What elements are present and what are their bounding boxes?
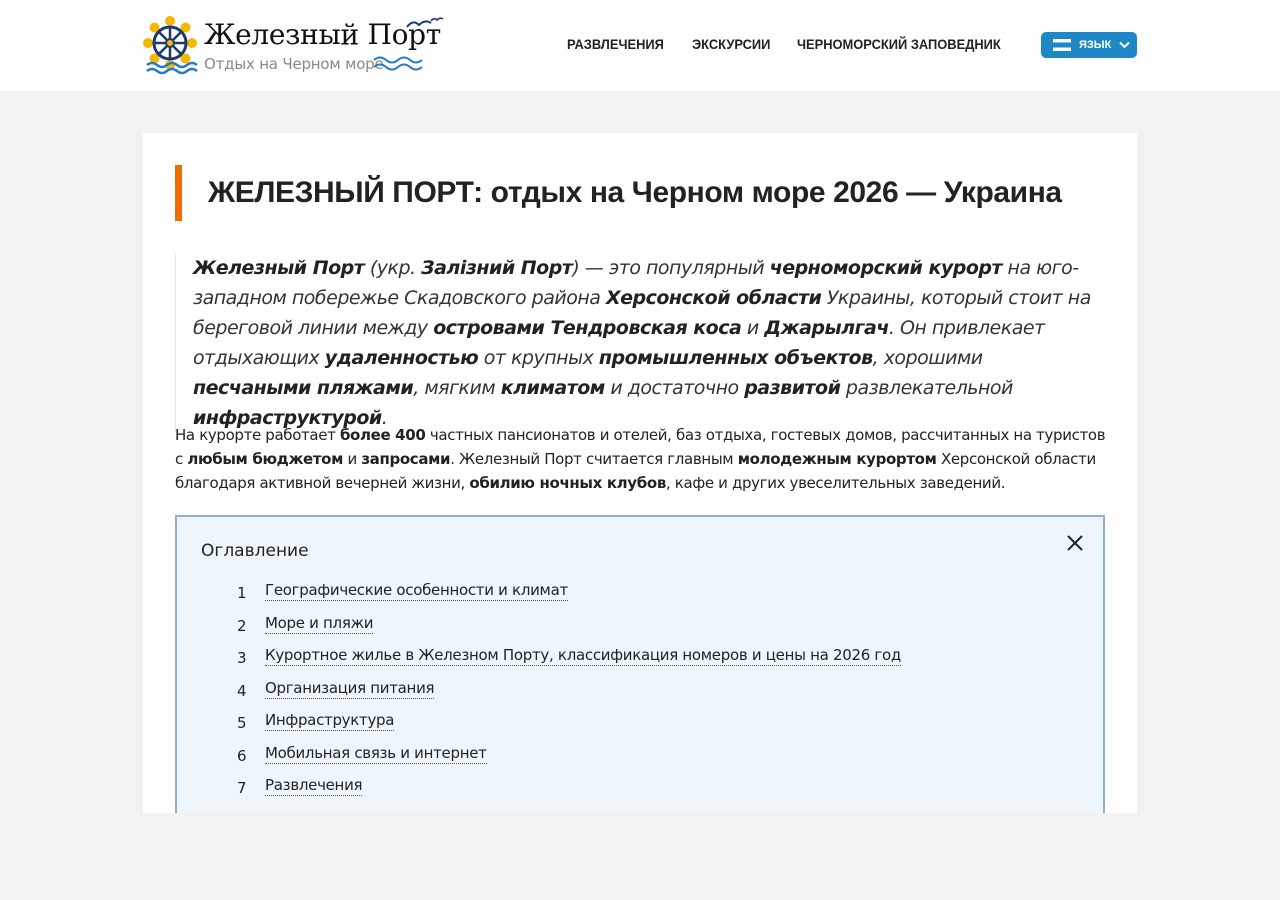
bold-text: инфраструктурой bbox=[193, 407, 382, 429]
bold-text: Залізний Порт bbox=[421, 257, 573, 279]
article-card bbox=[143, 133, 1137, 813]
text-segment: На курорте работает bbox=[175, 426, 340, 444]
text-segment: и достаточно bbox=[604, 377, 745, 399]
toc-item bbox=[237, 776, 901, 809]
toc-item-number: 5 bbox=[237, 714, 247, 732]
bold-text: удаленностью bbox=[324, 347, 479, 369]
text-segment: , хорошими bbox=[872, 347, 983, 369]
close-icon[interactable] bbox=[1063, 531, 1087, 555]
toc-item bbox=[237, 646, 901, 679]
intro-quote bbox=[175, 253, 1105, 433]
site-logo[interactable] bbox=[143, 15, 443, 75]
nav-item-excursions[interactable]: ЭКСКУРСИИ bbox=[692, 36, 771, 52]
chevron-down-icon bbox=[1119, 41, 1130, 49]
bold-text: более 400 bbox=[339, 426, 426, 444]
bold-text: развитой bbox=[744, 377, 841, 399]
toc-item-link[interactable]: Море и пляжи bbox=[265, 613, 374, 632]
site-header bbox=[0, 0, 1280, 91]
bold-text: черноморский курорт bbox=[769, 257, 1002, 279]
toc-item-link[interactable]: Развлечения bbox=[265, 776, 363, 794]
bold-text: песчаными пляжами bbox=[193, 377, 414, 399]
toc-item bbox=[237, 679, 901, 712]
toc-item bbox=[237, 744, 901, 777]
toc-item-link[interactable]: Географические особенности и климат bbox=[265, 581, 568, 599]
flag-icon bbox=[1053, 39, 1071, 51]
text-segment: . Он привлекает отдыхающих bbox=[193, 317, 1045, 369]
toc-item-link[interactable]: Инфраструктура bbox=[265, 711, 395, 729]
toc-item-link[interactable]: Курортное жилье в Железном Порту, классификация номеров и цены на 2026 год bbox=[265, 646, 901, 664]
toc-item-number: 4 bbox=[237, 681, 247, 700]
nav-item-entertainment[interactable]: РАЗВЛЕЧЕНИЯ bbox=[566, 36, 664, 52]
bold-text: Железный Порт bbox=[193, 257, 365, 279]
ship-wheel-icon bbox=[143, 15, 199, 75]
text-segment: , мягким bbox=[413, 377, 501, 399]
toc-item-link[interactable]: Организация питания bbox=[265, 678, 435, 697]
bold-text: Джарылгач bbox=[764, 317, 889, 339]
text-segment: частных пансионатов и отелей, баз отдыха, гостевых домов, рассчитанных на туристов с bbox=[175, 426, 1106, 468]
text-segment: Херсонской области благодаря активной вечерней жизни, bbox=[175, 450, 1096, 492]
waves-icon bbox=[372, 55, 426, 73]
text-segment: и bbox=[343, 450, 362, 468]
text-segment: Украины, который стоит на береговой линии между bbox=[193, 287, 1091, 339]
bold-text: промышленных объектов bbox=[598, 347, 873, 369]
toc-item-number: 3 bbox=[237, 649, 247, 667]
text-segment: . Железный Порт считается главным bbox=[450, 450, 738, 468]
bold-text: климатом bbox=[500, 377, 605, 399]
toc-title: Оглавление bbox=[201, 541, 309, 561]
page-title: ЖЕЛЕЗНЫЙ ПОРТ: отдых на Черном море 2026 — Украина bbox=[208, 176, 1062, 209]
logo-title: Железный Порт bbox=[204, 18, 441, 51]
text-segment: от крупных bbox=[478, 347, 599, 369]
bold-text: островами Тендровская коса bbox=[433, 317, 742, 339]
seagulls-icon bbox=[405, 15, 445, 35]
toc-list bbox=[237, 581, 901, 809]
bold-text: запросами bbox=[361, 450, 451, 468]
bold-text: любым бюджетом bbox=[187, 450, 344, 468]
bold-text: молодежным курортом bbox=[737, 450, 937, 468]
nav-item-black-sea-reserve[interactable]: ЧЕРНОМОРСКИЙ ЗАПОВЕДНИК bbox=[797, 36, 1002, 52]
bold-text: обилию ночных клубов bbox=[469, 474, 666, 492]
toc-item-number: 2 bbox=[237, 616, 247, 635]
bold-text: Херсонской области bbox=[605, 287, 822, 309]
text-segment: (укр. bbox=[364, 257, 422, 279]
toc-item bbox=[237, 614, 901, 647]
logo-subtitle: Отдых на Черном море bbox=[204, 55, 384, 73]
text-segment: на юго-западном побережье Скадовского района bbox=[193, 257, 1079, 309]
toc-item-link[interactable]: Мобильная связь и интернет bbox=[265, 743, 487, 762]
toc-item-number: 1 bbox=[237, 584, 247, 602]
title-block bbox=[175, 165, 1062, 221]
toc-item-number: 6 bbox=[237, 746, 247, 765]
text-segment: и bbox=[741, 317, 765, 339]
toc-item bbox=[237, 711, 901, 744]
text-segment: . bbox=[381, 407, 388, 429]
table-of-contents bbox=[175, 515, 1105, 813]
language-button[interactable] bbox=[1041, 32, 1137, 58]
intro-paragraph bbox=[175, 423, 1115, 495]
language-label: ЯЗЫК bbox=[1079, 39, 1112, 51]
toc-item-number: 7 bbox=[237, 779, 247, 797]
text-segment: ) — это популярный bbox=[572, 257, 770, 279]
toc-item bbox=[237, 581, 901, 614]
text-segment: развлекательной bbox=[840, 377, 1013, 399]
main-nav bbox=[567, 36, 1019, 52]
text-segment: , кафе и других увеселительных заведений. bbox=[665, 474, 1006, 492]
